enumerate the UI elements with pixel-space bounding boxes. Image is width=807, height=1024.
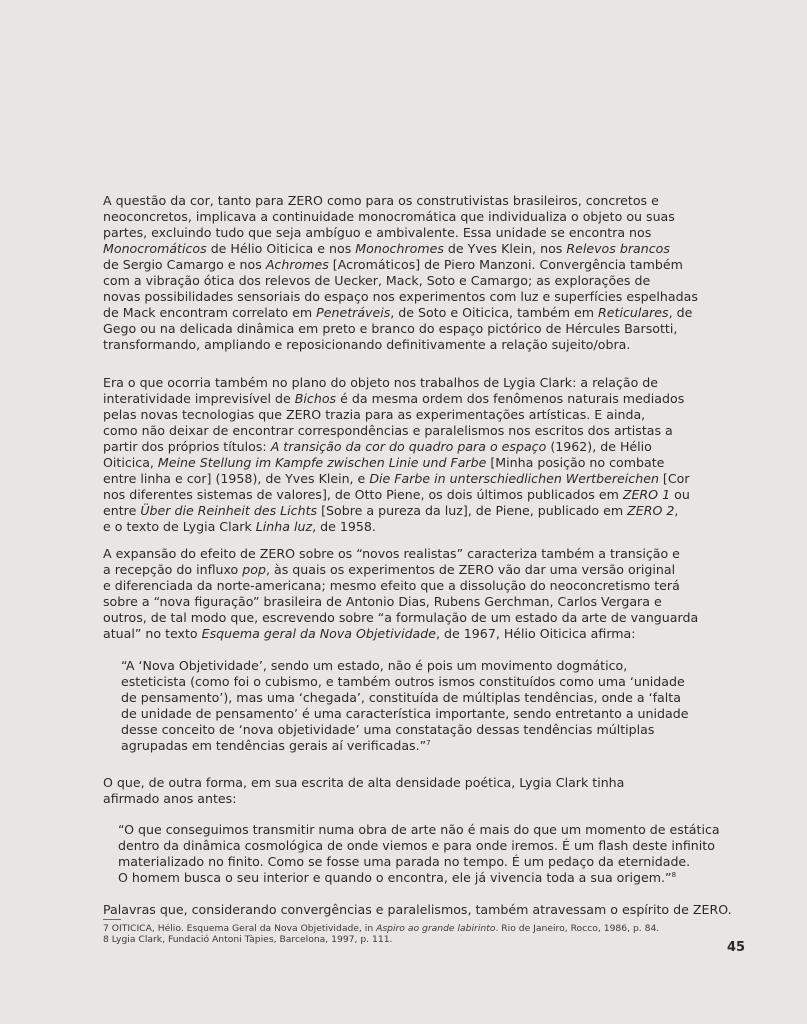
paragraph-new-realists	[103, 546, 699, 642]
text-run: , de Soto e Oiticica, também em	[390, 305, 599, 320]
text-run: transformando, ampliando e reposicionando definitivamente a relação sujeito/obra.	[103, 337, 631, 352]
footnote-divider	[103, 919, 121, 920]
text-run: dentro da dinâmica cosmológica de onde viemos e para onde iremos. É um flash deste infinito	[118, 838, 715, 853]
text-run: [Cor	[658, 471, 690, 486]
text-line	[103, 471, 690, 487]
text-line	[103, 519, 658, 535]
text-line	[103, 546, 680, 562]
italic-title: Bichos	[294, 391, 337, 406]
quote-oiticica	[121, 658, 689, 754]
text-run: interatividade imprevisível de	[103, 391, 295, 406]
text-run: desse conceito de ‘nova objetividade’ uma constatação dessas tendências múltiplas	[121, 722, 655, 737]
paragraph-closing	[103, 902, 732, 918]
text-run: [Acromáticos] de Piero Manzoni. Convergência também	[328, 257, 683, 272]
text-line	[103, 934, 703, 945]
text-line	[103, 225, 658, 241]
text-run: com a vibração ótica dos relevos de Uecker, Mack, Soto e Camargo; as explorações de	[103, 273, 651, 288]
text-line	[121, 690, 681, 706]
italic-title: Relevos brancos	[566, 241, 670, 256]
text-run: atual” no texto	[103, 626, 202, 641]
text-run: , de	[668, 305, 693, 320]
page-number: 45	[727, 940, 746, 955]
italic-title: Achromes	[265, 257, 329, 272]
text-run: de Hélio Oiticica e nos	[206, 241, 356, 256]
text-run: novas possibilidades sensoriais do espaço nos experimentos com luz e superfícies espelhadas	[103, 289, 698, 304]
text-run: A questão da cor, tanto para ZERO como para os construtivistas brasileiros, concretos e	[103, 193, 659, 208]
text-run: agrupadas em tendências gerais aí verificadas.”	[121, 738, 427, 753]
text-line	[103, 503, 679, 519]
text-run: 8 Lygia Clark, Fundació Antoni Tàpies, Barcelona, 1997, p. 111.	[103, 934, 393, 945]
italic-title: pop	[242, 562, 266, 577]
text-run: de Sergio Camargo e nos	[103, 257, 266, 272]
text-line	[103, 487, 690, 503]
text-line	[103, 455, 665, 471]
text-run: , de 1967, Hélio Oiticica afirma:	[436, 626, 636, 641]
text-run: de Mack encontram correlato em	[103, 305, 317, 320]
text-run: de Yves Klein, nos	[443, 241, 567, 256]
italic-title: Aspiro ao grande labirinto	[376, 923, 496, 934]
text-run: a recepção do influxo	[103, 562, 243, 577]
text-run: Palavras que, considerando convergências e paralelismos, também atravessam o espírito de ZERO.	[103, 902, 732, 917]
text-line	[103, 407, 658, 423]
text-run: “O que conseguimos transmitir numa obra de arte não é mais do que um momento de estática	[118, 822, 720, 837]
text-run: [Sobre a pureza da luz], de Piene, publicado em	[317, 503, 628, 518]
text-run: é da mesma ordem dos fenômenos naturais mediados	[336, 391, 685, 406]
text-run: partes, excluindo tudo que seja ambíguo e ambivalente. Essa unidade se encontra nos	[103, 225, 652, 240]
text-line	[103, 578, 680, 594]
text-line	[103, 562, 676, 578]
text-run: entre	[103, 503, 141, 518]
text-run: Gego ou na delicada dinâmica em preto e branco do espaço pictórico de Hércules Barsotti,	[103, 321, 678, 336]
italic-title: Linha luz	[255, 519, 313, 534]
text-run: de pensamento’), mas uma ‘chegada’, constituída de múltiplas tendências, onde a ‘falta	[121, 690, 681, 705]
text-line	[103, 209, 675, 225]
text-line	[103, 273, 658, 289]
text-line	[103, 423, 673, 439]
text-run: pelas novas tecnologias que ZERO trazia para as experimentações artísticas. E ainda,	[103, 407, 646, 422]
italic-title: Reticulares	[598, 305, 669, 320]
text-run: Oiticica,	[103, 455, 158, 470]
text-line	[103, 791, 658, 807]
text-run: [Minha posição no combate	[486, 455, 665, 470]
italic-title: Monocromáticos	[103, 241, 207, 256]
italic-title: Monochromes	[355, 241, 444, 256]
text-run: de unidade de pensamento’ é uma característica importante, sendo entretanto a unidade	[121, 706, 689, 721]
footnote-ref: 8	[671, 870, 677, 879]
text-line	[121, 738, 661, 754]
text-run: Era o que ocorria também no plano do objeto nos trabalhos de Lygia Clark: a relação de	[103, 375, 659, 390]
text-run: e o texto de Lygia Clark	[103, 519, 256, 534]
text-line	[121, 674, 685, 690]
text-run: sobre a “nova figuração” brasileira de Antonio Dias, Rubens Gerchman, Carlos Vergara e	[103, 594, 662, 609]
quote-lygia-clark	[118, 822, 720, 886]
text-line	[103, 321, 678, 337]
italic-title: Die Farbe in unterschiedlichen Wertbereichen	[369, 471, 659, 486]
text-line	[103, 923, 703, 934]
text-run: materializado no finito. Como se fosse uma parada no tempo. É um pedaço da eternidade.	[118, 854, 691, 869]
text-run: A expansão do efeito de ZERO sobre os “novos realistas” caracteriza também a transição e	[103, 546, 680, 561]
text-line	[103, 391, 685, 407]
text-line	[121, 722, 661, 738]
text-run: (1962), de Hélio	[546, 439, 652, 454]
text-line	[121, 706, 689, 722]
text-run: como não deixar de encontrar correspondências e paralelismos nos escritos dos artistas a	[103, 423, 673, 438]
text-run: ,	[674, 503, 679, 518]
text-run: outros, de tal modo que, escrevendo sobre “a formulação de um estado da arte de vanguarda	[103, 610, 699, 625]
text-line	[118, 822, 720, 838]
text-run: entre linha e cor] (1958), de Yves Klein, e	[103, 471, 370, 486]
text-line	[103, 375, 658, 391]
text-run: O homem busca o seu interior e quando o encontra, ele já vivencia toda a sua origem.”	[118, 870, 672, 885]
text-line	[118, 838, 715, 854]
text-line	[121, 658, 661, 674]
italic-title: ZERO 2	[627, 503, 675, 518]
text-run: , de 1958.	[312, 519, 376, 534]
italic-title: Penetráveis	[316, 305, 391, 320]
italic-title: Meine Stellung im Kampfe zwischen Linie und Farbe	[157, 455, 487, 470]
text-run: neoconcretos, implicava a continuidade monocromática que individualiza o objeto ou suas	[103, 209, 675, 224]
text-line	[103, 337, 658, 353]
text-run: afirmado anos antes:	[103, 791, 237, 806]
text-run: , às quais os experimentos de ZERO vão dar uma versão original	[265, 562, 676, 577]
italic-title: ZERO 1	[622, 487, 671, 502]
italic-title: A transição da cor do quadro para o espaço	[270, 439, 547, 454]
text-line	[103, 902, 732, 918]
text-line	[103, 193, 658, 209]
italic-title: Esquema geral da Nova Objetividade	[201, 626, 437, 641]
text-line	[103, 289, 698, 305]
text-run: esteticista (como foi o cubismo, e também outros ismos constituídos como uma ‘unidade	[121, 674, 685, 689]
text-run: ou	[670, 487, 690, 502]
paragraph-color-question	[103, 193, 698, 353]
text-run: e diferenciada da norte-americana; mesmo efeito que a dissolução do neoconcretismo terá	[103, 578, 680, 593]
text-run: 7 OITICICA, Hélio. Esquema Geral da Nova Objetividade, in	[103, 923, 377, 934]
text-run: . Rio de Janeiro, Rocco, 1986, p. 84.	[495, 923, 660, 934]
text-line	[103, 594, 662, 610]
text-line	[103, 257, 683, 273]
italic-title: Über die Reinheit des Lichts	[140, 503, 318, 518]
text-line	[118, 854, 691, 870]
text-line	[103, 775, 658, 791]
text-run: “A ‘Nova Objetividade’, sendo um estado, não é pois um movimento dogmático,	[121, 658, 628, 673]
text-run: nos diferentes sistemas de valores], de Otto Piene, os dois últimos publicados em	[103, 487, 623, 502]
text-line	[103, 610, 699, 626]
text-line	[103, 305, 693, 321]
paragraph-lygia-clark-objects	[103, 375, 690, 535]
text-line	[103, 241, 670, 257]
footnotes	[103, 923, 703, 945]
paragraph-lygia-clark-affirmed	[103, 775, 658, 807]
footnote-ref: 7	[426, 738, 431, 747]
text-line	[103, 439, 658, 455]
text-run: partir dos próprios títulos:	[103, 439, 271, 454]
text-line	[118, 870, 677, 886]
text-line	[103, 626, 658, 642]
text-run: O que, de outra forma, em sua escrita de alta densidade poética, Lygia Clark tinha	[103, 775, 625, 790]
